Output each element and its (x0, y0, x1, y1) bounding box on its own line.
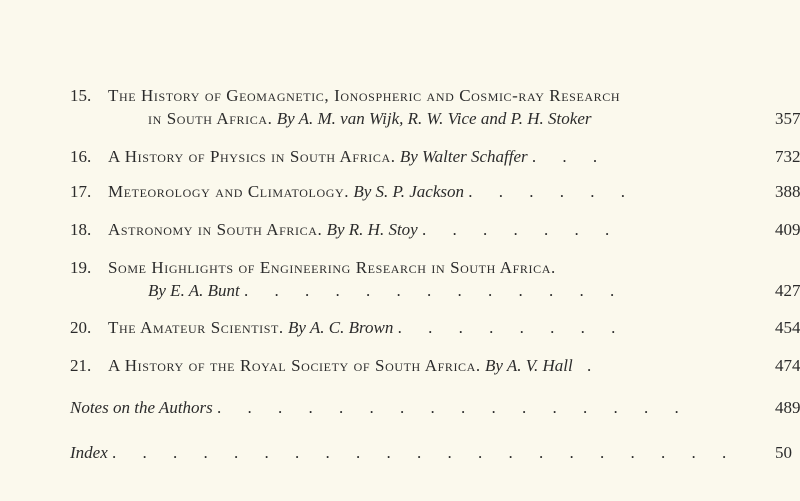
leader-dots: . . . . . . . . . . . . . . . . (217, 398, 690, 417)
entry-author: By A. M. van Wijk, R. W. Vice and P. H. Stoker (276, 109, 592, 128)
entry-page: 732 (775, 147, 800, 166)
entry-page: 489 (775, 398, 800, 417)
leader-dots: . . . . . . (468, 182, 636, 201)
entry-page: 427 (775, 281, 800, 300)
entry-title: A History of the Royal Society of South Africa. (108, 356, 481, 375)
entry-page: 454 (775, 318, 800, 337)
entry-author: By E. A. Bunt (148, 281, 240, 300)
entry-number: 16. (70, 147, 92, 166)
entry-author: By S. P. Jackson (353, 182, 464, 201)
entry-number: 18. (70, 220, 92, 239)
entry-author: By Walter Schaffer (399, 147, 528, 166)
entry-page: 50 (775, 443, 792, 462)
entry-title: The Amateur Scientist. (108, 318, 284, 337)
entry-title: Notes on the Authors (70, 398, 213, 417)
entry-title: The History of Geomagnetic, Ionospheric and Cosmic-ray Research (108, 86, 621, 105)
entry-title: Index (70, 443, 108, 462)
entry-number: 20. (70, 318, 92, 337)
leader-dots: . . . . . . . (421, 220, 621, 239)
entry-page: 474 (775, 356, 800, 375)
leader-dots: . (586, 356, 603, 375)
entry-title: Astronomy in South Africa. (108, 220, 323, 239)
entry-title: Meteorology and Climatology. (108, 182, 350, 201)
entry-page: 357 (775, 109, 800, 128)
entry-number: 19. (70, 258, 92, 277)
leader-dots: . . . . . . . . . . . . . . . . . . . . . (112, 443, 738, 462)
entry-title: A History of Physics in South Africa. (108, 147, 396, 166)
entry-author: By R. H. Stoy (326, 220, 418, 239)
entry-page: 409 (775, 220, 800, 239)
entry-author: By A. C. Brown (288, 318, 394, 337)
leader-dots: . . . (531, 147, 609, 166)
entry-author: By A. V. Hall (485, 356, 573, 375)
entry-number: 21. (70, 356, 92, 375)
entry-page: 388 (775, 182, 800, 201)
leader-dots: . . . . . . . . . . . . . (244, 281, 626, 300)
entry-number: 15. (70, 86, 92, 105)
leader-dots: . . . . . . . . (397, 318, 627, 337)
entry-title: Some Highlights of Engineering Research in South Africa. (108, 258, 556, 277)
entry-number: 17. (70, 182, 92, 201)
entry-title-continued: in South Africa. (148, 109, 273, 128)
